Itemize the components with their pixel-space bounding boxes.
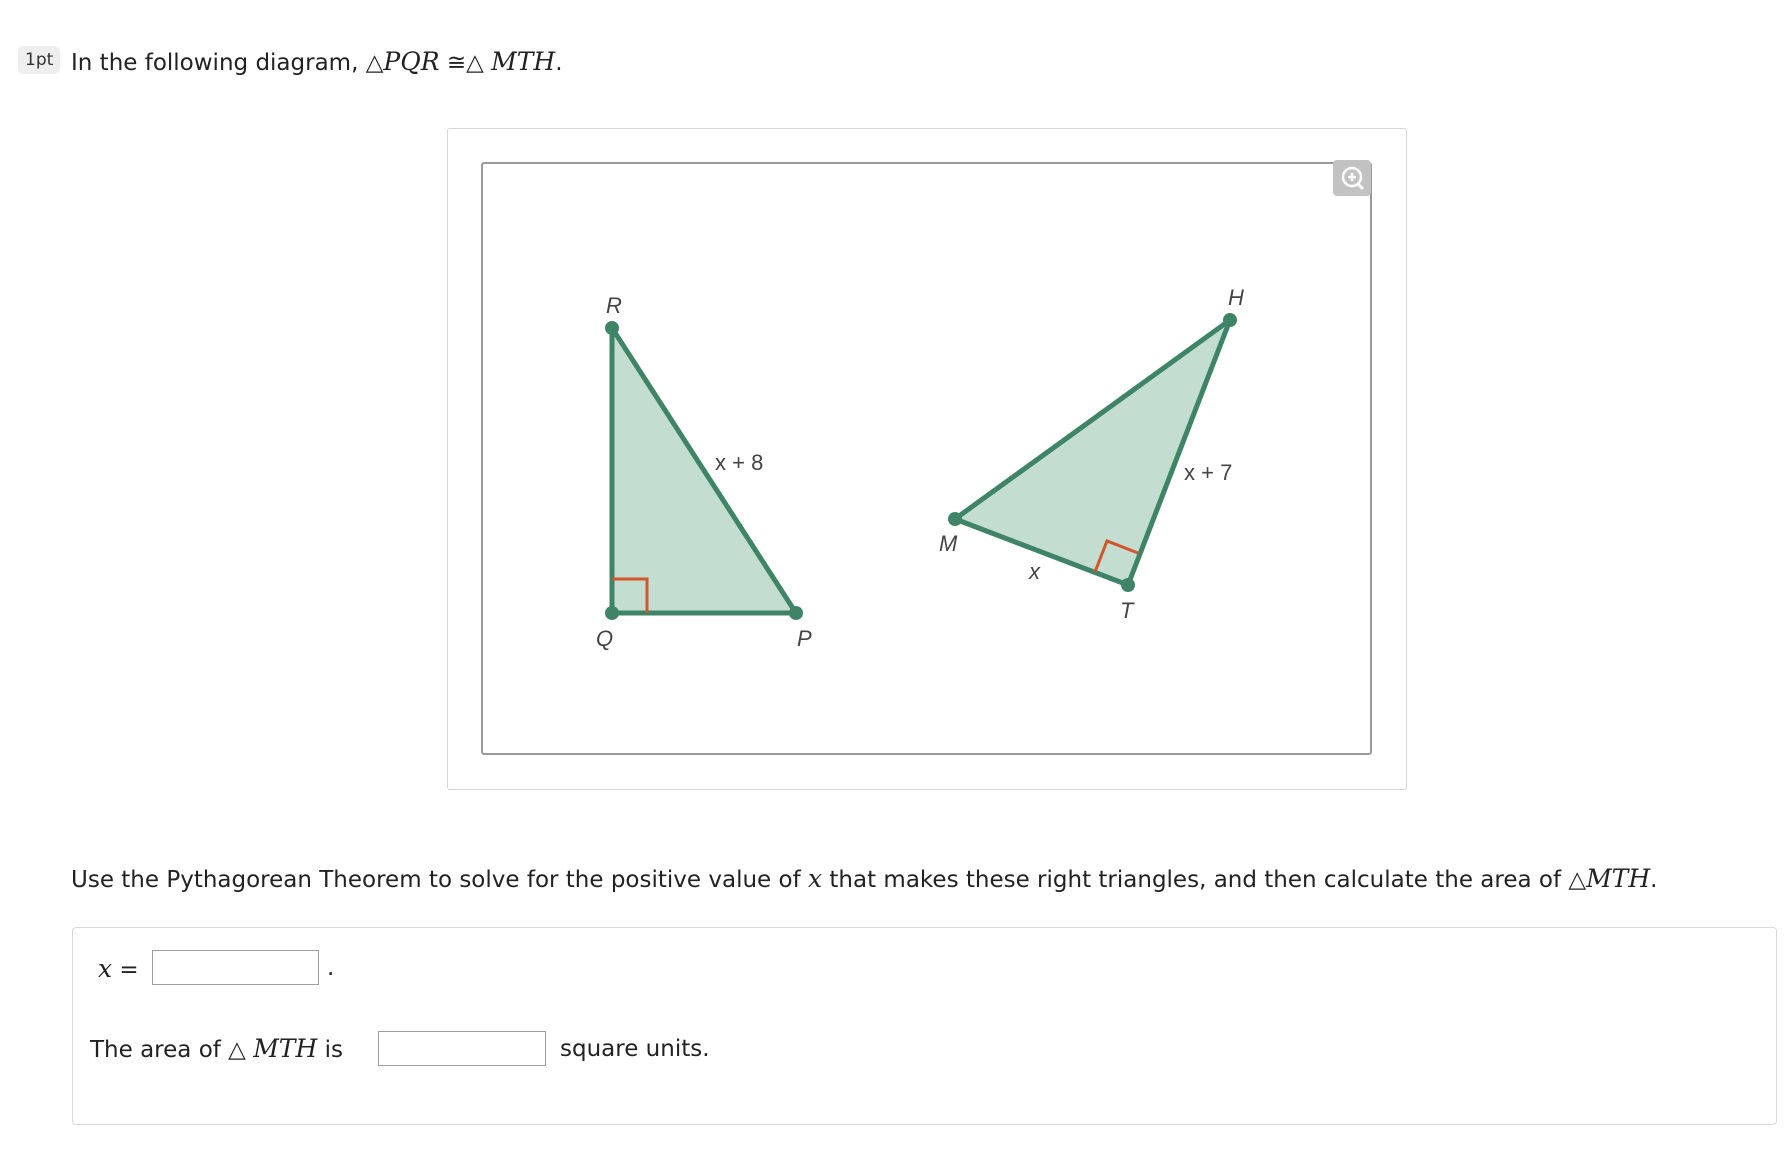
instruction-triangle-name: MTH [1586, 864, 1651, 893]
side-mt-label: x [1029, 559, 1040, 584]
triangle-symbol-icon: △ [228, 1037, 246, 1063]
vertex-p-dot [789, 606, 803, 620]
triangle-symbol-icon: △ [1568, 867, 1587, 893]
triangle-pqr-shape [612, 328, 796, 613]
side-th-label: x + 7 [1184, 460, 1233, 485]
zoom-button[interactable] [1333, 160, 1371, 196]
vertex-h-dot [1223, 313, 1237, 327]
triangle-mth-shape [955, 320, 1233, 585]
zoom-in-icon [1333, 160, 1371, 196]
area-suffix: square units. [560, 1036, 710, 1062]
vertex-r-dot [605, 321, 619, 335]
area-prefix: The area of [90, 1037, 221, 1063]
instruction-part-2: that makes these right triangles, and then calculate the area of [829, 867, 1562, 893]
side-rp-label: x + 8 [715, 450, 764, 475]
vertex-m-dot [948, 512, 962, 526]
question-intro: In the following diagram, [71, 50, 359, 76]
vertex-t-dot [1121, 578, 1135, 592]
vertex-q-dot [605, 606, 619, 620]
x-label [98, 954, 139, 985]
area-label [90, 1034, 343, 1065]
triangle-two-name: MTH [491, 47, 556, 76]
triangle-symbol-icon: △ [466, 50, 484, 76]
x-period: . [327, 955, 335, 981]
instruction-end: . [1650, 867, 1658, 893]
x-label-equals: = [119, 957, 139, 983]
area-value-input[interactable] [378, 1031, 546, 1066]
instruction-variable: x [807, 864, 823, 893]
instruction-part-1: Use the Pythagorean Theorem to solve for the positive value of [71, 867, 801, 893]
vertex-r-label: R [606, 293, 622, 318]
vertex-h-label: H [1228, 285, 1244, 310]
x-value-input[interactable] [152, 950, 319, 985]
triangle-symbol-icon: △ [365, 50, 384, 76]
vertex-m-label: M [939, 531, 958, 556]
congruent-symbol: ≅ [446, 50, 467, 76]
area-triangle-name: MTH [253, 1034, 318, 1063]
points-badge: 1pt [18, 46, 60, 74]
vertex-p-label: P [797, 626, 812, 651]
vertex-q-label: Q [596, 626, 614, 651]
instruction-text [71, 864, 1657, 895]
x-label-variable: x [98, 954, 113, 983]
area-is: is [324, 1037, 343, 1063]
question-end: . [555, 50, 563, 76]
triangle-one-name: PQR [383, 47, 440, 76]
vertex-t-label: T [1120, 598, 1134, 623]
